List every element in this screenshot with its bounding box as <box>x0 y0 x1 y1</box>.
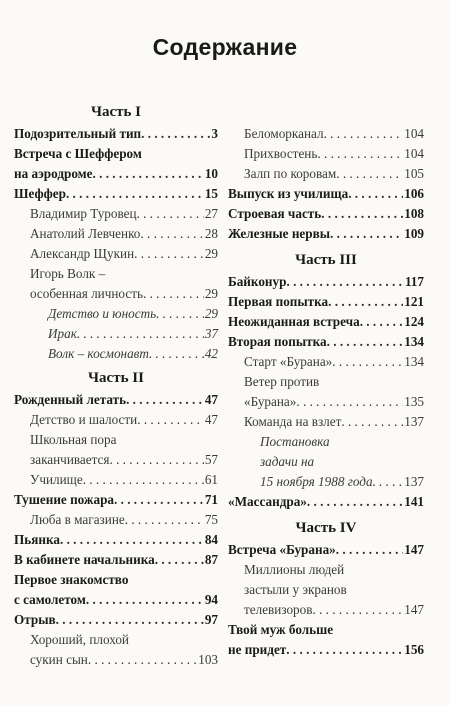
toc-entry: с самолетом . . . 94 <box>14 592 218 608</box>
toc-entry: Прихвостень . . . 104 <box>244 146 424 162</box>
toc-entry: Встреча «Бурана» . . . 147 <box>228 542 424 558</box>
toc-entry: Первая попытка . . . 121 <box>228 294 424 310</box>
toc-entry: Вторая попытка . . . 134 <box>228 334 424 350</box>
toc-entry: сукин сын . . . 103 <box>30 652 218 668</box>
part-heading: Часть III <box>295 252 357 268</box>
toc-entry-line: застыли у экранов <box>244 582 347 597</box>
toc-entry: В кабинете начальника . . . 87 <box>14 552 218 568</box>
toc-entry: «Массандра» . . . 141 <box>228 494 424 510</box>
toc-entry-line: Миллионы людей <box>244 562 345 577</box>
toc-entry: Детство и шалости . . . 47 <box>30 412 218 428</box>
toc-entry: Владимир Туровец . . . 27 <box>30 206 218 222</box>
toc-entry: Люба в магазине . . . 75 <box>30 512 218 528</box>
toc-entry-line: Школьная пора <box>30 432 117 447</box>
toc-entry: Тушение пожара . . . 71 <box>14 492 218 508</box>
toc-entry: Подозрительный тип . . . 3 <box>14 126 218 142</box>
toc-entry: Байконур . . . 117 <box>228 274 424 290</box>
toc-entry: Училище . . . 61 <box>30 472 218 488</box>
part-heading: Часть II <box>88 370 144 386</box>
toc-entry-line: Первое знакомство <box>14 572 129 587</box>
part-heading: Часть IV <box>295 520 357 536</box>
toc-entry: Ирак . . . 37 <box>48 326 218 342</box>
toc-entry: Детство и юность . . . 29 <box>48 306 218 322</box>
part-heading: Часть I <box>90 104 142 120</box>
toc-entry: Команда на взлет . . . 137 <box>244 414 424 430</box>
toc-entry: 15 ноября 1988 года . . . 137 <box>260 474 424 490</box>
toc-entry-line: Твой муж больше <box>228 622 334 637</box>
toc-entry: Пьянка . . . 84 <box>14 532 218 548</box>
toc-entry: на аэродроме . . . 10 <box>14 166 218 182</box>
toc-entry: Беломорканал . . . 104 <box>244 126 424 142</box>
toc-entry-line: Игорь Волк – <box>30 266 106 281</box>
toc-entry: Шеффер . . . 15 <box>14 186 218 202</box>
toc-entry-line: Ветер против <box>244 374 320 389</box>
toc-entry: Александр Щукин . . . 29 <box>30 246 218 262</box>
toc-entry: Залп по коровам . . . 105 <box>244 166 424 182</box>
toc-entry: Волк – космонавт . . . 42 <box>48 346 218 362</box>
toc-entry: Старт «Бурана» . . . 134 <box>244 354 424 370</box>
toc-entry: Отрыв . . . 97 <box>14 612 218 628</box>
toc-entry: «Бурана» . . . 135 <box>244 394 424 410</box>
toc-entry: телевизоров . . . 147 <box>244 602 424 618</box>
toc-entry: Железные нервы . . . 109 <box>228 226 424 242</box>
toc-entry: Строевая часть . . . 108 <box>228 206 424 222</box>
toc-entry: не придет . . . 156 <box>228 642 424 658</box>
toc-entry: особенная личность . . . 29 <box>30 286 218 302</box>
toc-entry: Выпуск из училища . . . 106 <box>228 186 424 202</box>
toc-entry-line: Встреча с Шеффером <box>14 146 142 161</box>
toc-entry-line: задачи на <box>260 454 315 469</box>
toc-entry: Рожденный летать . . . 47 <box>14 392 218 408</box>
page-title: Содержание <box>152 34 298 60</box>
toc-entry: заканчивается . . . 57 <box>30 452 218 468</box>
toc-entry-line: Постановка <box>260 434 330 449</box>
toc-entry: Неожиданная встреча . . . 124 <box>228 314 424 330</box>
toc-entry-line: Хороший, плохой <box>30 632 129 647</box>
toc-entry: Анатолий Левченко . . . 28 <box>30 226 218 242</box>
